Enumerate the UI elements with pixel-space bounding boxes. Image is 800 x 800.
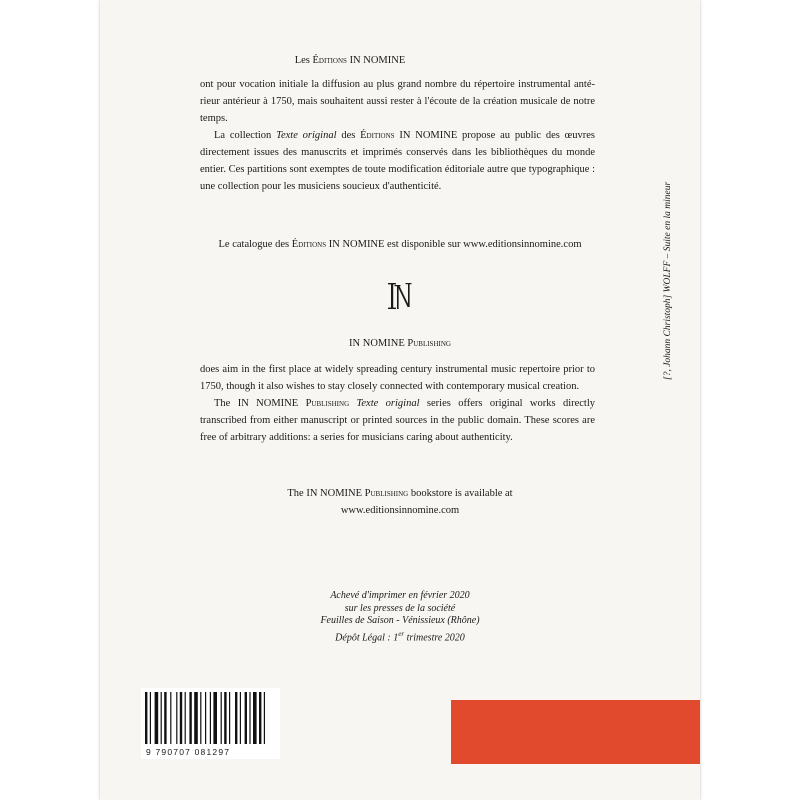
barcode-bar — [221, 692, 222, 744]
spine-title: [?, Johann Christoph] WOLFF – Suite en la mineur — [663, 181, 673, 380]
printing-imprint: Achevé d'imprimer en février 2020 sur les presses de la société Feuilles de Saison - Vénissieux (Rhône) Dépôt Légal : 1er trimestre 2020 — [320, 590, 480, 643]
barcode-bar — [205, 692, 206, 744]
barcode-bar — [210, 692, 211, 744]
barcode-bar — [264, 692, 265, 744]
barcode-bar — [170, 692, 171, 744]
barcode-bar — [161, 692, 162, 744]
barcode-bar — [249, 692, 250, 744]
barcode-bar — [235, 692, 237, 744]
english-bookstore-url: www.editionsinnomine.com — [340, 505, 460, 516]
barcode-bar — [224, 692, 226, 744]
barcode-bar — [240, 692, 241, 744]
french-body — [200, 76, 595, 195]
english-bookstore-line: The IN NOMINE Publishing bookstore is available at — [287, 488, 513, 499]
english-body — [200, 361, 595, 446]
barcode-bar — [259, 692, 261, 744]
back-cover-page — [100, 0, 700, 800]
barcode-bar — [200, 692, 201, 744]
barcode-bar — [229, 692, 230, 744]
french-paragraph-2: La collection Texte original des Éditions IN NOMINE propose au public des œuvres directement issues des manuscrits et imprimés conservés dans les bibliothèques du monde entier. Ces partitions sont exemptes de toute modification éditoriale autre que typographique : une collection pour les musiciens soucieux d'authenticité. — [200, 130, 596, 192]
barcode-bar — [194, 692, 198, 744]
barcode-number: 9 790707 081297 — [146, 747, 231, 757]
accent-block — [451, 700, 700, 764]
barcode-bar — [245, 692, 247, 744]
barcode-bar — [155, 692, 159, 744]
barcode-bar — [189, 692, 191, 744]
barcode-bar — [150, 692, 151, 744]
barcode-bar — [185, 692, 186, 744]
barcode-bar — [213, 692, 217, 744]
english-paragraph-2: The IN NOMINE Publishing Texte original series offers original works directly transcribed from either manuscript or printed sources in the public domain. These scores are free of arbitrary additions: a series for musicians caring about authenticity. — [200, 398, 596, 443]
barcode-bar — [145, 692, 147, 744]
english-paragraph-1: does aim in the first place at widely spreading century instrumental music repertoire prior to 1750, though it also wishes to stay closely connected with contemporary musical creation. — [200, 364, 595, 392]
barcode-bar — [164, 692, 166, 744]
barcode-bar — [253, 692, 257, 744]
french-heading: Les Éditions IN NOMINE — [294, 55, 406, 66]
french-catalogue-line: Le catalogue des Éditions IN NOMINE est disponible sur www.editionsinnomine.com — [218, 239, 582, 250]
in-nomine-logo — [384, 281, 418, 311]
barcode-bar — [176, 692, 177, 744]
french-paragraph-1: ont pour vocation initiale la diffusion au plus grand nombre du répertoire instrumental anté-rieur antérieur à 1750, mais souhaitent aussi rester à l'écoute de la création musicale de notre temps. — [200, 79, 595, 124]
barcode-bar — [180, 692, 182, 744]
english-heading: IN NOMINE Publishing — [349, 338, 451, 349]
